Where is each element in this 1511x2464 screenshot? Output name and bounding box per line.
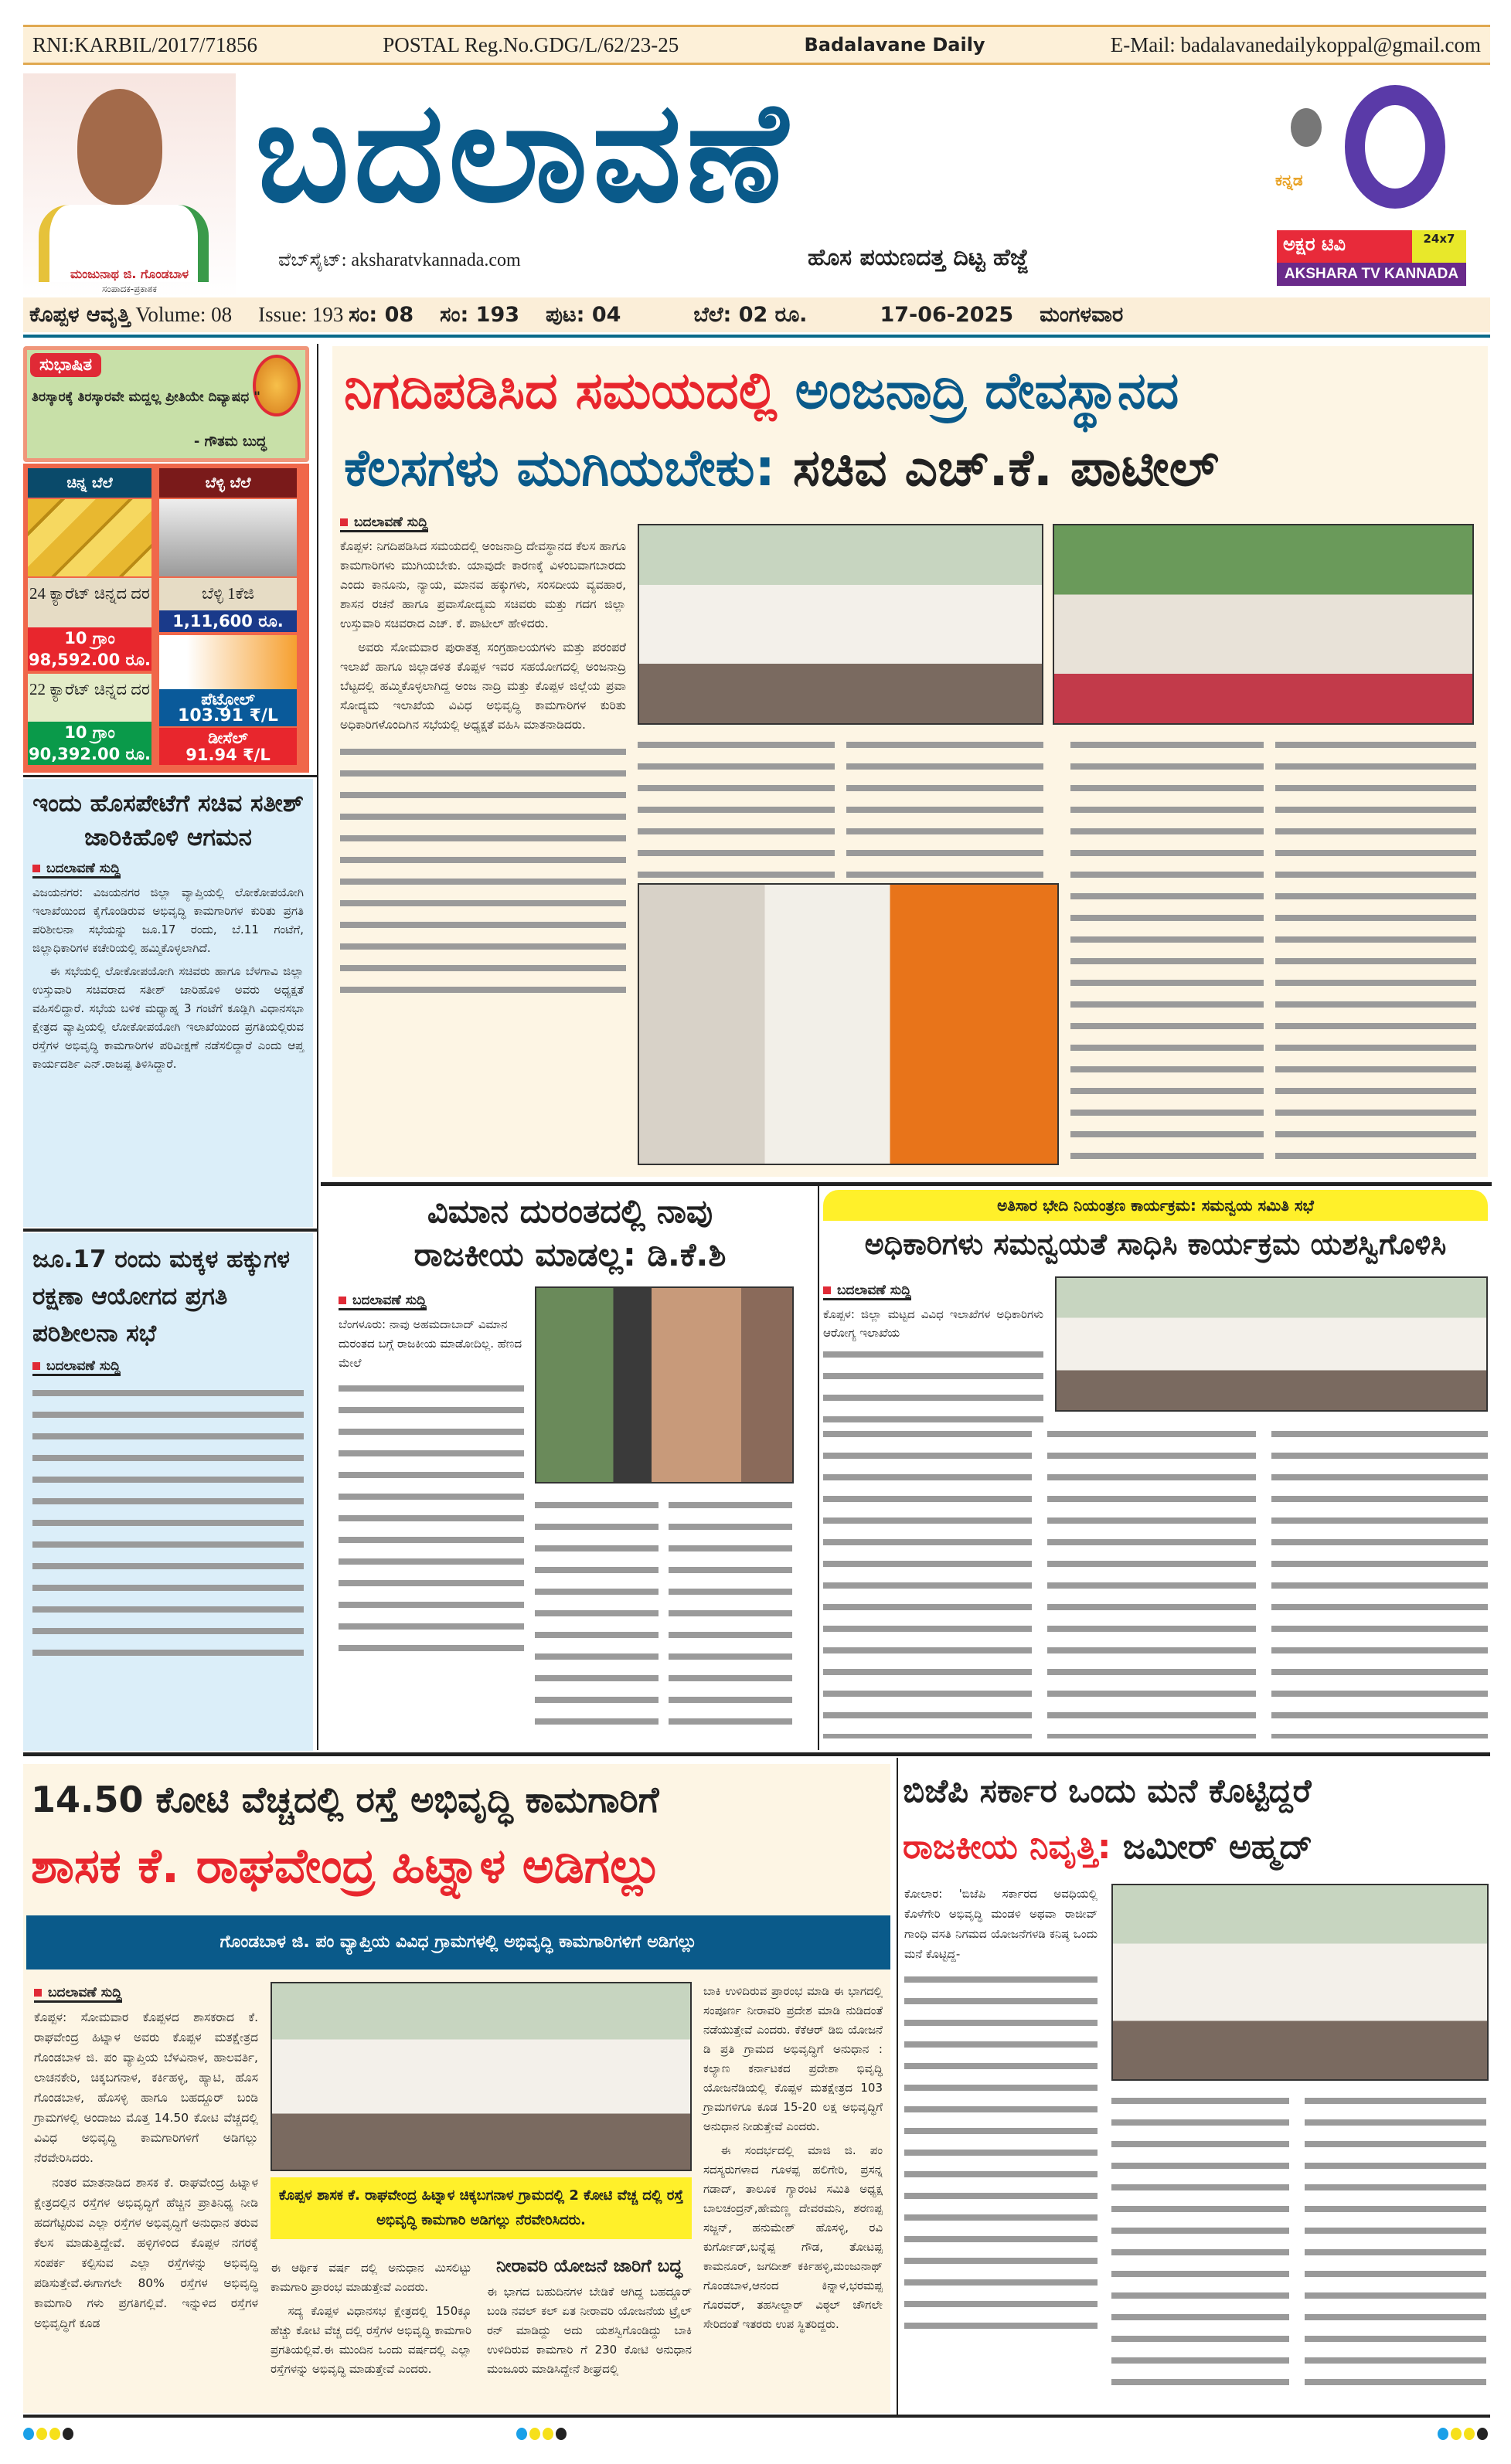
paragraph: ಕೊಪ್ಪಳ: ಸೋಮವಾರ ಕೊಪ್ಪಳದ ಶಾಸಕರಾದ ಕೆ. ರಾಘವೇಂದ್ರ ಹಿಟ್ನಾಳ ಅವರು ಕೊಪ್ಪಳ ಮತಕ್ಷೇತ್ರದ ಗೊಂಡಬಾಳ ಜಿ. ಪಂ ವ್ಯಾಪ್ತಿಯ ಬೆಳವಿನಾಳ, ಹಾಲವರ್ತಿ, ಲಾಚನಕೇರಿ, ಚಿಕ್ಕಬಗನಾಳ, ಕರ್ಕಿಹಳ್ಳಿ, ಹ್ಯಾಟಿ, ಹೊಸ ಗೊಂಡಬಾಳ, ಹೊಸಳ್ಳಿ ಹಾಗೂ ಬಹದ್ದೂರ್ ಬಂಡಿ ಗ್ರಾಮಗಳಲ್ಲಿ ಅಂದಾಜು ಮೊತ್ತ 14.50 ಕೋಟಿ ವೆಚ್ಚದಲ್ಲಿ ವಿವಿಧ ಅಭಿವೃದ್ಧಿ ಕಾಮಗಾರಿಗಳಿಗೆ ಅಡಿಗಲ್ಲು ನೆರವೇರಿಸಿದರು. <box>34 2010 258 2165</box>
paragraph: ಈ ಭಾಗದ ಬಹುದಿನಗಳ ಬೇಡಿಕೆ ಆಗಿದ್ದ ಬಹದ್ದೂರ್ ಬಂಡಿ ನವಲ್ ಕಲ್ ಏತ ನೀರಾವರಿ ಯೋಜನೆಯ ಟ್ರೈಲ್ ರನ್ ಮಾಡಿದ್ದು ಅದು ಯಶಸ್ವಿಗೊಂಡಿದ್ದು ಬಾಕಿ ಉಳಿದಿರುವ ಕಾಮಗಾರಿ ಗೆ 230 ಕೋಟಿ ಅನುಧಾನ ಮಂಜೂರು ಮಾಡಿಸಿದ್ದೇನೆ ಶೀಘ್ರದಲ್ಲಿ <box>487 2285 692 2376</box>
registration-marks <box>1438 2428 1488 2440</box>
paragraph: ಈ ಸಭೆಯಲ್ಲಿ ಲೋಕೋಪಯೋಗಿ ಸಚಿವರು ಹಾಗೂ ಬೆಳಗಾವಿ ಜಿಲ್ಲಾ ಉಸ್ತುವಾರಿ ಸಚಿವರಾದ ಸತೀಶ್ ಜಾರಿಹೊಳಿ ಅವರು ಅಧ್ಯಕ್ಷತೆ ವಹಿಸಲಿದ್ದಾರೆ. ಸಭೆಯ ಬಳಿಕ ಮಧ್ಯಾಹ್ನ 3 ಗಂಟೆಗೆ ಕೂಡ್ಲಿಗಿ ವಿಧಾನಸಭಾ ಕ್ಷೇತ್ರದ ವ್ಯಾಪ್ತಿಯಲ್ಲಿ ಲೋಕೋಪಯೋಗಿ ಇಲಾಖೆಯಿಂದ ಪ್ರಗತಿಯಲ್ಲಿರುವ ರಸ್ತೆಗಳ ಅಭಿವೃದ್ಧಿ ಕಾಮಗಾರಿಗಳ ಪರಿವೀಕ್ಷಣೆ ನಡೆಸಲಿದ್ದಾರೆ ಎಂದು ಆಪ್ತ ಕಾರ್ಯದರ್ಶಿ ಎನ್.ರಾಜಪ್ಪ ತಿಳಿಸಿದ್ದಾರೆ. <box>32 964 304 1071</box>
hospet-story <box>23 779 313 1227</box>
paragraph: ಅವರು ಸೋಮವಾರ ಪುರಾತತ್ವ ಸಂಗ್ರಹಾಲಯಗಳು ಮತ್ತು ಪರಂಪರೆ ಇಲಾಖೆ ಹಾಗೂ ಜಿಲ್ಲಾಡಳಿತ ಕೊಪ್ಪಳ ಇವರ ಸಹಯೋಗದಲ್ಲಿ ಅಂಜನಾದ್ರಿ ಬೆಟ್ಟದಲ್ಲಿ ಹಮ್ಮಿಕೊಳ್ಳಲಾಗಿದ್ದ ಅಂಜ ನಾದ್ರಿ ಮತ್ತು ಕೊಪ್ಪಳ ಜಿಲ್ಲೆಯ ಪ್ರವಾ ಸೋದ್ಯಮ ಇಲಾಖೆಯ ವಿವಿಧ ಅಭಿವೃದ್ಧಿ ಕಾಮಗಾರಿಗಳ ಕುರಿತು ಅಧಿಕಾರಿಗಳೊಂದಿಗಿನ ಸಭೆಯಲ್ಲಿ ಅಧ್ಯಕ್ಷತೆ ವಹಿಸಿ ಮಾತನಾಡಿದರು. <box>340 641 626 732</box>
tv-247: 24x7 <box>1412 230 1466 263</box>
lead-body <box>340 537 626 735</box>
gold-bars-image <box>28 499 151 576</box>
headline-black-part: ಜಮೀರ್ ಅಹ್ಮದ್ <box>1122 1827 1313 1867</box>
silver-label: ಬೆಳ್ಳಿ 1ಕೆಜಿ <box>159 578 297 610</box>
dk-shivakumar-photo <box>535 1286 794 1483</box>
date: 17-06-2025 <box>880 303 1014 327</box>
road-text-col-4 <box>703 1982 883 2339</box>
article-text-block <box>1047 1422 1256 1738</box>
article-text-block <box>1070 732 1264 1165</box>
subhashita-quote: ತಿರಸ್ಕಾರಕ್ಕೆ ತಿರಸ್ಕಾರವೇ ಮದ್ದಲ್ಲ ಪ್ರೀತಿಯೇ ದಿವ್ಯಾಷಧ " <box>32 389 261 405</box>
gold22-value: 10 ಗ್ರಾಂ 90,392.00 ರೂ. <box>28 723 151 763</box>
paragraph: ಬಾಕಿ ಉಳಿದಿರುವ ಪ್ರಾರಂಭ ಮಾಡಿ ಈ ಭಾಗದಲ್ಲಿ ಸಂಪೂರ್ಣ ನೀರಾವರಿ ಪ್ರದೇಶ ಮಾಡಿ ನುಡಿದಂತೆ ನಡೆಯುತ್ತೇವೆ ಎಂದರು. ಕೆಕೆಆರ್ ಡಿಬಿ ಯೋಜನೆ ಡಿ ಪ್ರತಿ ಗ್ರಾಮದ ಅಭಿವೃದ್ಧಿಗೆ ಅನುಧಾನ : ಕಲ್ಯಾಣ ಕರ್ನಾಟಕದ ಪ್ರದೇಶಾ ಭಿವೃದ್ಧಿ ಯೋಜನೆಡಿಯಲ್ಲಿ ಕೊಪ್ಪಳ ಮತಕ್ಷೇತ್ರದ 103 ಗ್ರಾಮಗಳಿಗೂ ಕೂಡ 15-20 ಲಕ್ಷ ಅಭಿವೃದ್ಧಿಗೆ ಅನುಧಾನ ನೀಡುತ್ತೇವೆ ಎಂದರು. <box>703 1984 883 2133</box>
hospet-headline: ಇಂದು ಹೊಸಪೇಟೆಗೆ ಸಚಿವ ಸತೀಶ್ ಜಾರಿಕಿಹೊಳಿ ಆಗಮನ <box>32 790 304 851</box>
article-text-block <box>1305 2088 1486 2398</box>
editor-portrait <box>23 73 236 297</box>
column-divider <box>818 1186 819 1750</box>
tagline: ಹೊಸ ಪಯಣದತ್ತ ದಿಟ್ಟ ಹೆಜ್ಜೆ <box>808 244 1029 271</box>
diesel-price <box>159 728 297 765</box>
headline-line: ರಾಜಕೀಯ ಮಾಡಲ್ಲ: ಡಿ.ಕೆ.ಶಿ <box>413 1235 727 1273</box>
paragraph: ನಂತರ ಮಾತನಾಡಿದ ಶಾಸಕ ಕೆ. ರಾಘವೇಂದ್ರ ಹಿಟ್ನಾಳ ಕ್ಷೇತ್ರದಲ್ಲಿನ ರಸ್ತೆಗಳ ಅಭಿವೃದ್ಧಿಗೆ ಹೆಚ್ಚಿನ ಪ್ರಾತಿನಿಧ್ಯ ನೀಡಿ ಹದಗೆಟ್ಟಿರುವ ಎಲ್ಲಾ ರಸ್ತೆಗಳ ಅಭಿವೃದ್ಧಿಗೆ ಅನುಧಾನ ತರುವ ಕೆಲಸ ಮಾಡುತ್ತಿದ್ದೇವೆ. ಹಳ್ಳಿಗಳಿಂದ ಕೊಪ್ಪಳ ನಗರಕ್ಕೆ ಸಂಪರ್ಕ ಕಲ್ಪಿಸುವ ಎಲ್ಲಾ ರಸ್ತೆಗಳನ್ನು ಅಭಿವೃದ್ಧಿ ಪಡಿಸುತ್ತೇವೆ.ಈಗಾಗಲೇ 80% ರಸ್ತೆಗಳ ಅಭಿವೃದ್ಧಿ ಕಾಮಗಾರಿ ಗಳು ಪ್ರಗತಿಗಲ್ಲಿವೆ. ಇನ್ನುಳಿದ ರಸ್ತೆಗಳ ಅಭಿವೃದ್ಧಿಗೆ ಕೂಡ <box>34 2176 258 2330</box>
headline-black-part: ಸಚಿವ ಎಚ್.ಕೆ. ಪಾಟೀಲ್ <box>792 438 1219 498</box>
tv-name-kn: ಅಕ್ಷರ ಟಿವಿ <box>1283 233 1346 255</box>
bjp-text-col-1 <box>904 1884 1098 2330</box>
divider <box>23 1752 1490 1756</box>
rni-number: RNI:KARBIL/2017/71856 <box>32 32 258 56</box>
gold24-label: 24 ಕ್ಯಾರೆಟ್ ಚಿನ್ನದ ದರ <box>28 578 151 627</box>
edition: ಕೊಪ್ಪಳ ಆವೃತ್ತಿ <box>29 302 131 327</box>
petrol-price <box>159 689 297 726</box>
article-text-block <box>1275 732 1476 1165</box>
headline-line: ವಿಮಾನ ದುರಂತದಲ್ಲಿ ನಾವು <box>427 1192 713 1230</box>
lead-text-col-1 <box>340 508 626 994</box>
article-text-block <box>823 1342 1043 1435</box>
pages: ಪುಟ: 04 <box>546 302 621 327</box>
bjp-headline-1: ಬಿಜೆಪಿ ಸರ್ಕಾರ ಒಂದು ಮನೆ ಕೊಟ್ಟಿದ್ದರೆ <box>903 1772 1312 1810</box>
road-text-col-3 <box>487 2255 692 2379</box>
headline-blue-part: ಕೆಲಸಗಳು ಮುಗಿಯಬೇಕು: <box>344 438 775 498</box>
divider <box>321 1182 1492 1186</box>
road-text-col-1 <box>34 1979 258 2338</box>
road-headline-2: ಶಾಸಕ ಕೆ. ರಾಘವೇಂದ್ರ ಹಿಟ್ನಾಳ ಅಡಿಗಲ್ಲು <box>31 1837 662 1894</box>
postal-reg: POSTAL Reg.No.GDG/L/62/23-25 <box>383 32 679 56</box>
divider <box>23 335 1490 338</box>
lead-story <box>332 346 1488 1177</box>
article-text-block <box>32 1381 304 1659</box>
email: E-Mail: badalavanedailykoppal@gmail.com <box>1110 32 1481 56</box>
felicitation-photo <box>638 883 1059 1165</box>
article-text-block <box>535 1493 659 1736</box>
paragraph: ಈ ಸಂದರ್ಭದಲ್ಲಿ ಮಾಜಿ ಜಿ. ಪಂ ಸದಸ್ಯರುಗಳಾದ ಗೂಳಪ್ಪ ಹಲಿಗೇರಿ, ಪ್ರಸನ್ನ ಗಡಾದ್, ತಾಲೂಕ ಗ್ಯಾರಂಟಿ ಸಮಿತಿ ಅಧ್ಯಕ್ಷ ಬಾಲಚಂದ್ರನ್,ಹೇಮಣ್ಣ ದೇವರಮನಿ, ಶರಣಪ್ಪ ಸಜ್ಜನ್, ಹನುಮೇಶ್ ಹೊಸಳ್ಳಿ, ರವಿ ಕುರ್ಗೋಡ್,ಬನ್ನೆಪ್ಪ ಗೌಡ, ತೋಟಪ್ಪ ಕಾಮನೂರ್, ಜಗದೀಶ್ ಕರ್ಕಿಹಳ್ಳಿ,ಮಂಜುನಾಥ್ ಗೊಂಡಬಾಳ,ಆನಂದ ಕಿನ್ನಾಳ,ಭರಮಪ್ಪ ಗೊರವರ್, ತಹಸೀಲ್ದಾರ್ ವಿಠ್ಠಲ್ ಚೌಗಲೇ ಸೇರಿದಂತೆ ಇತರರು ಉಪ ಸ್ಥಿತರಿದ್ದರು. <box>703 2143 883 2331</box>
sam-1: ಸಂ: 08 <box>349 302 414 327</box>
lead-headline <box>344 352 1219 507</box>
byline: ಬದಲಾವಣೆ ಸುದ್ದಿ <box>32 1358 121 1376</box>
registration-marks <box>516 2428 567 2440</box>
headline-blue-part: ಅಂಜನಾದ್ರಿ ದೇವಸ್ಥಾನದ <box>795 361 1179 420</box>
road-deck: ಗೊಂಡಬಾಳ ಜಿ. ಪಂ ವ್ಯಾಪ್ತಿಯ ವಿವಿಧ ಗ್ರಾಮಗಳಲ್ಲಿ ಅಭಿವೃದ್ಧಿ ಕಾಮಗಾರಿಗಳಿಗೆ ಅಡಿಗಲ್ಲು <box>26 1915 890 1970</box>
editor-name: ಮಂಜುನಾಥ ಜಿ. ಗೊಂಡಬಾಳ <box>70 267 189 281</box>
registration-marks <box>23 2428 73 2440</box>
bjp-story <box>903 1764 1490 2413</box>
coordination-story <box>823 1190 1488 1746</box>
article-text-block <box>669 1493 792 1736</box>
paragraph: ಈ ಆರ್ಥಿಕ ವರ್ಷ ದಲ್ಲಿ ಅನುಧಾನ ಮಿಸಲಿಟ್ಟು ಕಾಮಗಾರಿ ಪ್ರಾರಂಭ ಮಾಡುತ್ತೇವೆ ಎಂದರು. <box>271 2261 471 2294</box>
paper-name-en: Badalavane Daily <box>804 34 985 56</box>
diesel-label: ಡೀಸೆಲ್ <box>208 729 248 747</box>
coordination-kicker: ಅತಿಸಾರ ಭೇದಿ ನಿಯಂತ್ರಣ ಕಾರ್ಯಕ್ರಮ: ಸಮನ್ವಯ ಸಮಿತಿ ಸಭೆ <box>823 1190 1488 1221</box>
akshara-tv-badge <box>1277 230 1466 286</box>
petrol-value: 103.91 ₹/L <box>178 706 278 726</box>
website: ವೆಬ್‌ಸೈಟ್: aksharatvkannada.com <box>278 250 521 270</box>
tv-brand: ಕನ್ನಡ <box>1275 171 1303 189</box>
child-rights-headline: ಜೂ.17 ರಂದು ಮಕ್ಕಳ ಹಕ್ಕುಗಳ ರಕ್ಷಣಾ ಆಯೋಗದ ಪ್ರಗತಿ ಪರಿಶೀಲನಾ ಸಭೆ <box>32 1246 290 1348</box>
road-body-1 <box>34 2007 258 2333</box>
road-headline-1: 14.50 ಕೋಟಿ ವೆಚ್ಚದಲ್ಲಿ ರಸ್ತೆ ಅಭಿವೃದ್ಧಿ ಕಾಮಗಾರಿಗೆ <box>31 1779 659 1820</box>
sam-2: ಸಂ: 193 <box>440 302 520 327</box>
byline: ಬದಲಾವಣೆ ಸುದ್ದಿ <box>823 1283 911 1300</box>
article-text-block <box>1111 2088 1289 2398</box>
byline: ಬದಲಾವಣೆ ಸುದ್ದಿ <box>34 1985 122 2003</box>
article-text-block <box>846 732 1043 879</box>
article-text-block <box>904 1967 1098 2330</box>
silver-value: 1,11,600 ರೂ. <box>159 610 297 632</box>
divider <box>23 775 317 777</box>
bjp-body: ಕೋಲಾರ: 'ಬಿಜೆಪಿ ಸರ್ಕಾರದ ಅವಧಿಯಲ್ಲಿ ಕೊಳೆಗೇರಿ ಅಭಿವೃದ್ಧಿ ಮಂಡಳಿ ಅಥವಾ ರಾಜೀವ್ ಗಾಂಧಿ ವಸತಿ ನಿಗಮದ ಯೋಜನೆಗಳಡಿ ಕನಿಷ್ಠ ಒಂದು ಮನೆ ಕೊಟ್ಟಿದ್ದ- <box>904 1887 1098 1961</box>
article-text-block <box>339 1376 524 1662</box>
zameer-ahmed-photo <box>1111 1884 1489 2081</box>
headline-red-part: ರಾಜಕೀಯ ನಿವೃತ್ತಿ: <box>903 1827 1111 1867</box>
akshara-tv-logo <box>1275 77 1468 224</box>
subhashita-box <box>23 346 309 462</box>
weekday: ಮಂಗಳವಾರ <box>1040 302 1124 327</box>
fuel-pump-image <box>159 635 297 689</box>
editor-role: ಸಂಪಾದಕ-ಪ್ರಕಾಶಕ <box>102 284 157 294</box>
issue: Issue: 193 <box>258 302 344 326</box>
road-text-col-2 <box>271 2258 471 2384</box>
dk-text-col <box>339 1286 524 1662</box>
buddha-image <box>253 355 301 416</box>
gold-price-header: ಚಿನ್ನ ಬೆಲೆ <box>28 468 151 498</box>
dk-headline <box>325 1190 815 1276</box>
headline-red-part: ನಿಗದಿಪಡಿಸಿದ ಸಮಯದಲ್ಲಿ <box>344 361 778 420</box>
byline: ಬದಲಾವಣೆ ಸುದ್ದಿ <box>339 1293 427 1310</box>
hospet-body <box>32 883 304 1073</box>
coord-body: ಕೊಪ್ಪಳ: ಜಿಲ್ಲಾ ಮಟ್ಟದ ವಿವಿಧ ಇಲಾಖೆಗಳ ಅಧಿಕಾರಿಗಳು ಆರೋಗ್ಯ ಇಲಾಖೆಯ <box>823 1307 1043 1340</box>
irrigation-subhead: ನೀರಾವರಿ ಯೋಜನೆ ಜಾರಿಗೆ ಬದ್ಧ <box>496 2256 682 2276</box>
diesel-value: 91.94 ₹/L <box>185 746 271 764</box>
article-text-block <box>1271 1422 1488 1738</box>
volume: Volume: 08 <box>135 302 233 326</box>
subhashita-tag: ಸುಭಾಷಿತ <box>30 353 101 377</box>
coord-text-col <box>823 1276 1043 1435</box>
microphone-icon <box>1291 108 1322 147</box>
foundation-stone-photo <box>271 1982 692 2171</box>
dk-body: ಬೆಂಗಳೂರು: ನಾವು ಅಹಮದಾಬಾದ್ ವಿಮಾನ ದುರಂತದ ಬಗ್ಗೆ ರಾಜಕೀಯ ಮಾಡೋದಿಲ್ಲ. ಹೆಣದ ಮೇಲೆ <box>339 1317 522 1370</box>
byline: ಬದಲಾವಣೆ ಸುದ್ದಿ <box>340 515 428 532</box>
article-text-block <box>823 1422 1032 1738</box>
divider <box>23 2415 1490 2418</box>
dk-story <box>325 1190 815 1746</box>
paragraph: ವಿಜಯನಗರ: ವಿಜಯನಗರ ಜಿಲ್ಲಾ ವ್ಯಾಪ್ತಿಯಲ್ಲಿ ಲೋಕೋಪಯೋಗಿ ಇಲಾಖೆಯಿಂದ ಕೈಗೊಂಡಿರುವ ಅಭಿವೃದ್ಧಿ ಕಾಮಗಾರಿಗಳ ಕುರಿತು ಪ್ರಗತಿ ಪರಿಶೀಲನಾ ಸಭೆಯನ್ನು ಜೂ.17 ರಂದು, ಬೆ.11 ಗಂಟೆಗೆ, ಜಿಲ್ಲಾಧಿಕಾರಿಗಳ ಕಚೇರಿಯಲ್ಲಿ ಹಮ್ಮಿಕೊಳ್ಳಲಾಗಿದೆ. <box>32 885 304 955</box>
silver-price-header: ಬೆಳ್ಳಿ ಬೆಲೆ <box>159 468 297 498</box>
subhashita-author: - ಗೌತಮ ಬುದ್ಧ <box>193 433 267 450</box>
column-divider <box>317 344 318 1750</box>
article-text-block <box>638 732 835 879</box>
bjp-headline-2 <box>903 1818 1490 1877</box>
coordination-meeting-photo <box>1055 1276 1488 1412</box>
portrait-face <box>77 89 162 205</box>
paragraph: ಕೊಪ್ಪಳ: ನಿಗದಿಪಡಿಸಿದ ಸಮಯದಲ್ಲಿ ಅಂಜನಾದ್ರಿ ದೇವಸ್ಥಾನದ ಕೆಲಸ ಹಾಗೂ ಕಾಮಗಾರಿಗಳು ಮುಗಿಯಬೇಕು. ಯಾವುದೇ ಕಾರಣಕ್ಕೆ ವಿಳಂಬವಾಗಬಾರದು ಎಂದು ಕಾನೂನು, ನ್ಯಾಯ, ಮಾನವ ಹಕ್ಕುಗಳು, ಸಂಸದೀಯ ವ್ಯವಹಾರ, ಶಾಸನ ರಚನೆ ಹಾಗೂ ಪ್ರವಾಸೋದ್ಯಮ ಸಚಿವರು ಮತ್ತು ಗದಗ ಜಿಲ್ಲಾ ಉಸ್ತುವಾರಿ ಸಚಿವರಾದ ಎಚ್. ಕೆ. ಪಾಟೀಲ್ ಹೇಳಿದರು. <box>340 539 626 630</box>
road-story <box>23 1764 890 2413</box>
silver-bars-image <box>159 499 297 576</box>
tv-name-en: AKSHARA TV KANNADA <box>1277 263 1466 286</box>
meeting-photo <box>638 524 1043 725</box>
site-visit-photo <box>1053 524 1474 725</box>
coordination-headline: ಅಧಿಕಾರಿಗಳು ಸಮನ್ವಯತೆ ಸಾಧಿಸಿ ಕಾರ್ಯಕ್ರಮ ಯಶಸ್ವಿಗೊಳಿಸಿ <box>864 1227 1447 1261</box>
tv-logo-ring <box>1345 85 1445 209</box>
gold22-label: 22 ಕ್ಯಾರೆಟ್ ಚಿನ್ನದ ದರ <box>28 674 151 722</box>
byline: ಬದಲಾವಣೆ ಸುದ್ದಿ <box>32 861 121 879</box>
issue-info-bar <box>23 297 1490 332</box>
paragraph: ಸದ್ಯ ಕೊಪ್ಪಳ ವಿಧಾನಸಭ ಕ್ಷೇತ್ರದಲ್ಲಿ 150ಕ್ಕೂ ಹೆಚ್ಚು ಕೋಟಿ ವೆಚ್ಚ ದಲ್ಲಿ ರಸ್ತೆಗಳ ಅಭಿವೃದ್ಧಿ ಕಾಮಗಾರಿ ಪ್ರಗತಿಯಲ್ಲಿವೆ.ಈ ಮುಂದಿನ ಒಂದು ವರ್ಷದಲ್ಲಿ ಎಲ್ಲಾ ರಸ್ತೆಗಳನ್ನು ಅಭಿವೃದ್ಧಿ ಮಾಡುತ್ತೇವೆ ಎಂದರು. <box>271 2304 471 2376</box>
child-rights-story <box>23 1233 313 1751</box>
price-panel <box>23 464 309 773</box>
gold24-value: 10 ಗ್ರಾಂ 98,592.00 ರೂ. <box>28 629 151 669</box>
petrol-label: ಪೆಟ್ರೋಲ್ <box>201 690 255 709</box>
article-text-block <box>340 739 626 994</box>
price: ಬೆಲೆ: 02 ರೂ. <box>693 302 808 327</box>
newspaper-logo: ಬದಲಾವಣೆ <box>255 72 792 233</box>
column-divider <box>897 1758 898 2415</box>
divider <box>23 1229 317 1232</box>
registration-strip <box>23 25 1490 65</box>
photo-caption: ಕೊಪ್ಪಳ ಶಾಸಕ ಕೆ. ರಾಘವೇಂದ್ರ ಹಿಟ್ನಾಳ ಚಿಕ್ಕಬಗನಾಳ ಗ್ರಾಮದಲ್ಲಿ 2 ಕೋಟಿ ವೆಚ್ಚ ದಲ್ಲಿ ರಸ್ತೆ ಅಭಿವೃದ್ಧಿ ಕಾಮಗಾರಿ ಅಡಿಗಲ್ಲು ನೆರವೇರಿಸಿದರು. <box>271 2177 692 2239</box>
